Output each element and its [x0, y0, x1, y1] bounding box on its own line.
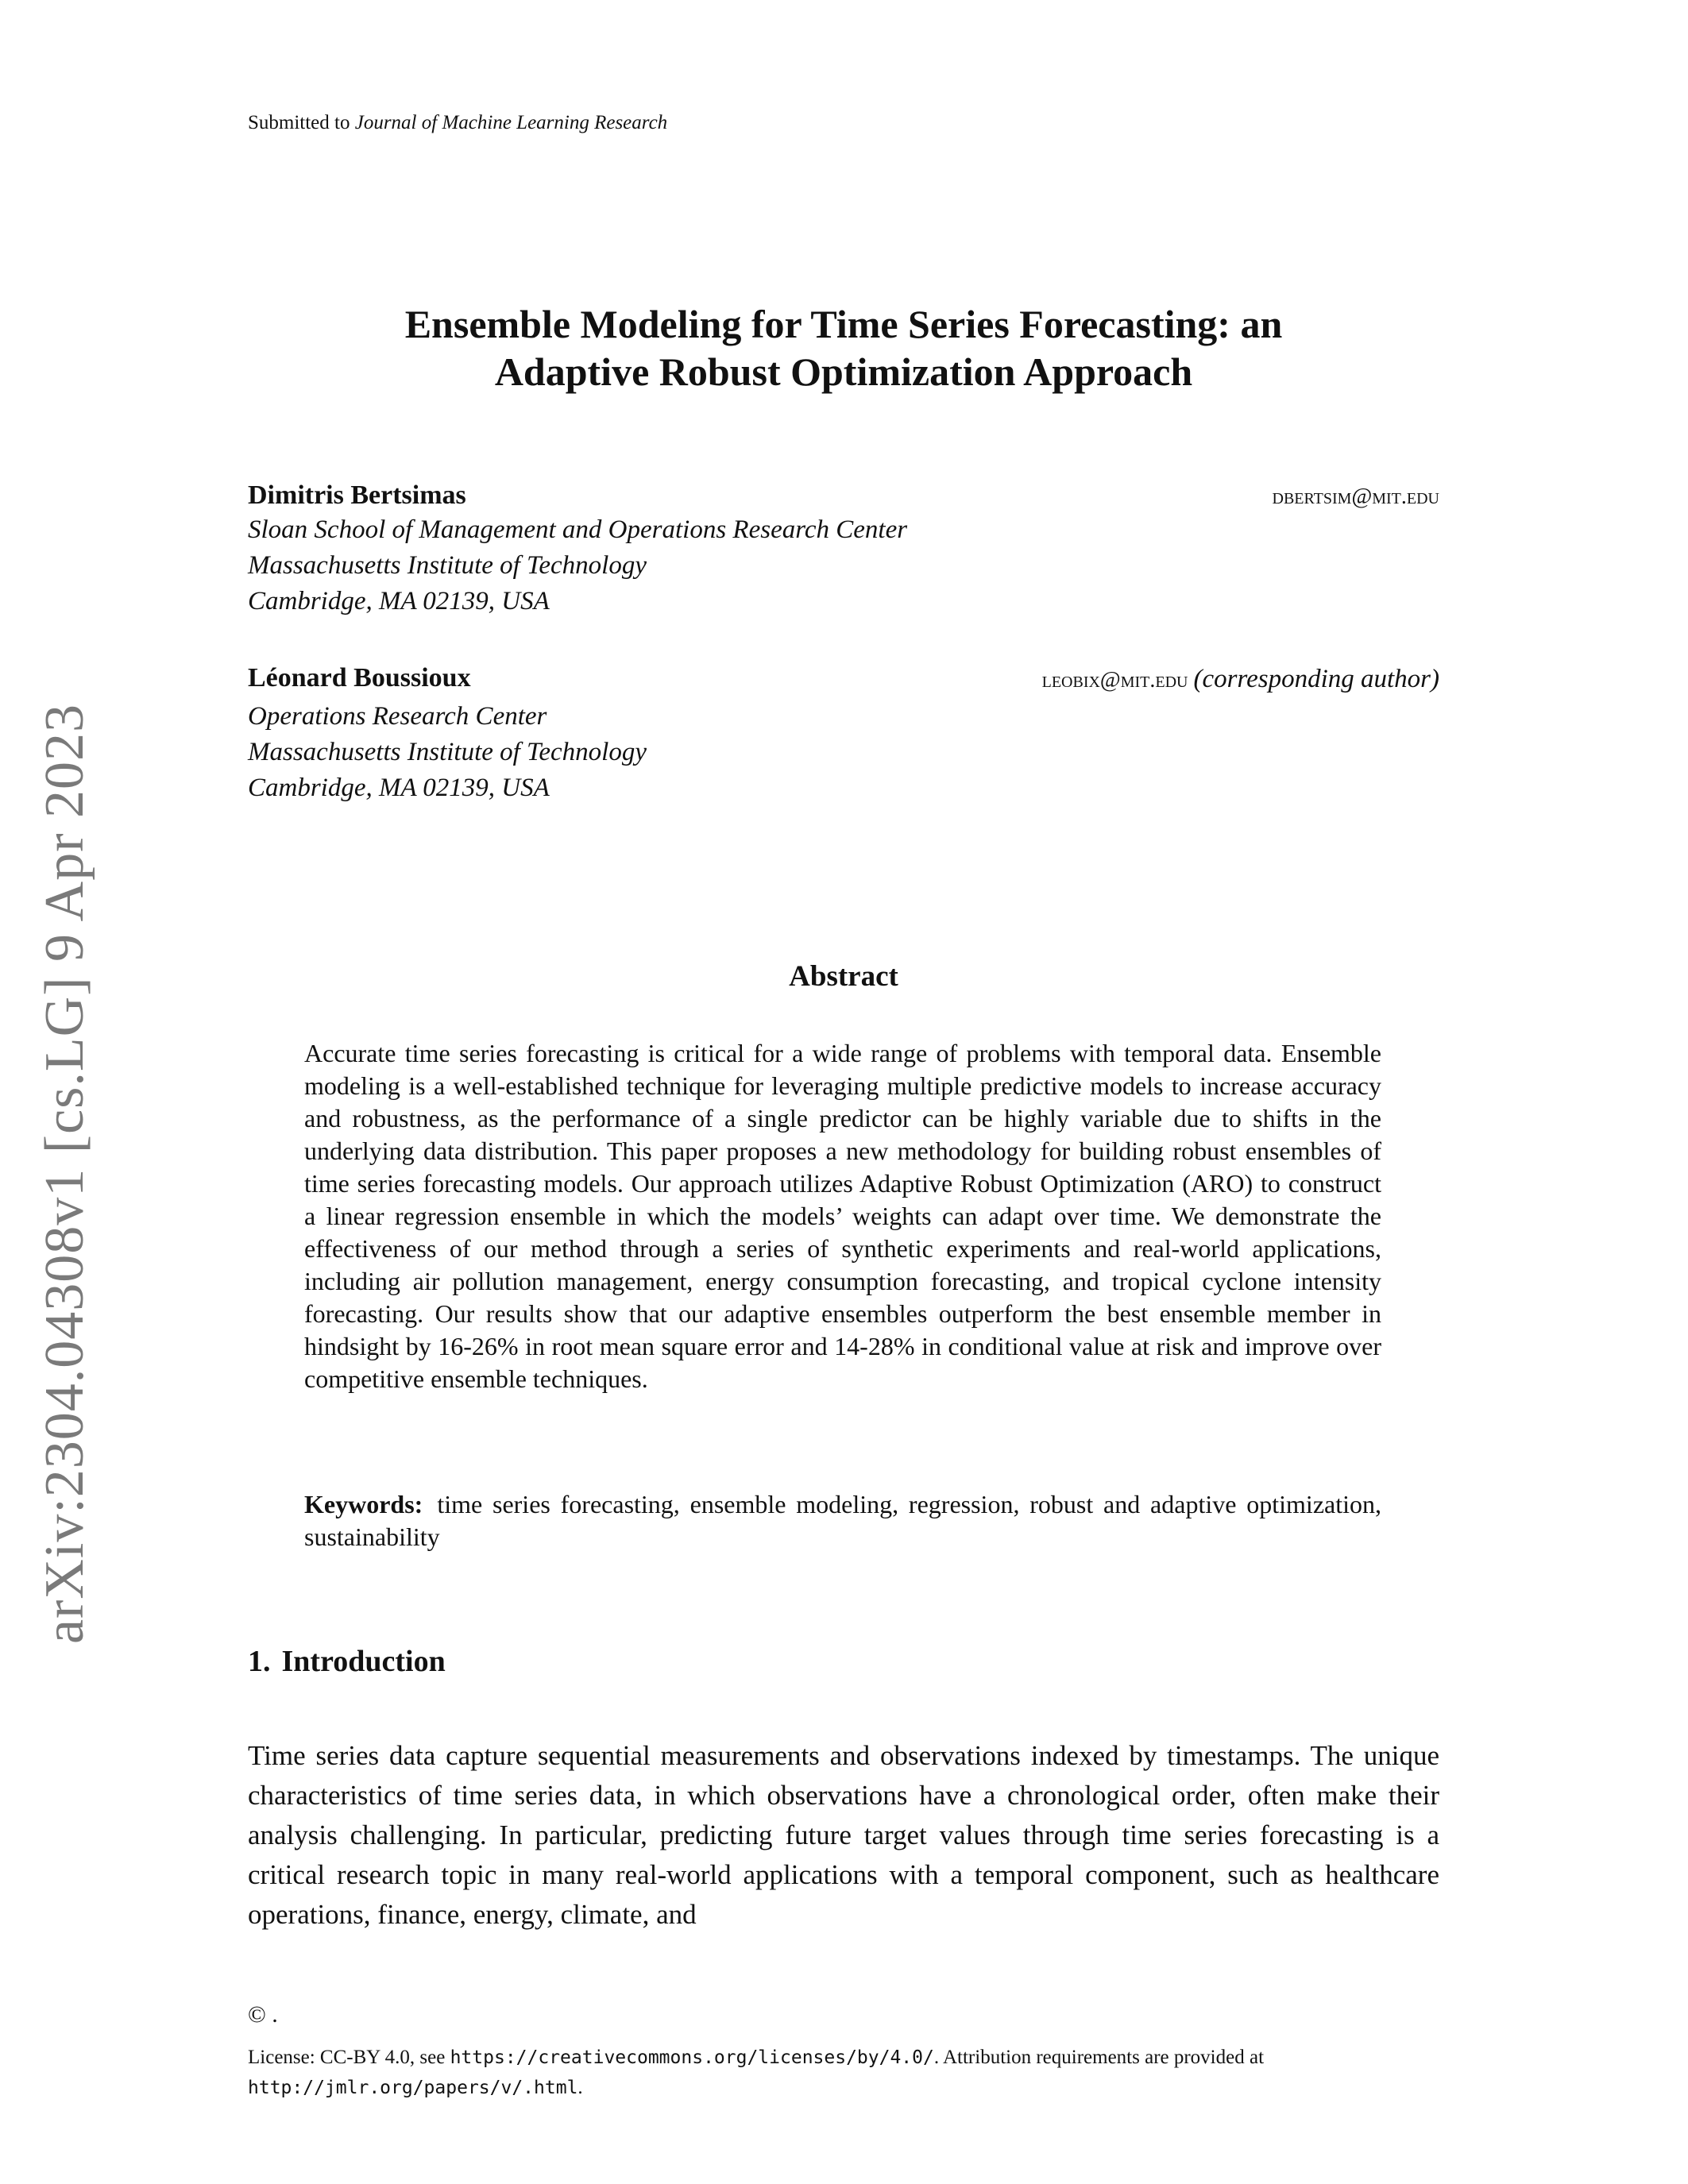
author-2-affiliation-line: Massachusetts Institute of Technology	[248, 738, 647, 766]
author-2-email-address: leobix@mit.edu	[1041, 668, 1188, 693]
author-2-affiliation-line: Cambridge, MA 02139, USA	[248, 774, 550, 802]
journal-name: Journal of Machine Learning Research	[354, 112, 668, 133]
section-title: Introduction	[281, 1645, 446, 1678]
introduction-text: Time series data capture sequential measurements and observations indexed by timestamps. The unique characteristics of time series data, in which observations have a chronological order, often make their analysis challenging. In particular, predicting future target values through time series forecasting is a critical research topic in many real-world applications with a temporal component, such as healthcare operations, finance, energy, climate, and	[248, 1740, 1439, 1930]
author-1-email	[1273, 484, 1439, 510]
copyright-notice: © .	[248, 2001, 278, 2028]
author-1-email-address: dbertsim@mit.edu	[1272, 484, 1439, 509]
author-2-email	[1042, 665, 1439, 694]
corresponding-author-note: (corresponding author)	[1193, 665, 1439, 693]
section-heading	[248, 1644, 446, 1679]
keywords-label: Keywords:	[304, 1490, 423, 1518]
author-2-name: Léonard Boussioux	[248, 663, 471, 693]
author-2-affiliation	[248, 699, 647, 806]
license-middle: . Attribution requirements are provided at	[933, 2047, 1265, 2068]
author-2-affiliation-line: Operations Research Center	[248, 702, 547, 731]
submission-note	[248, 112, 667, 134]
abstract-heading: Abstract	[789, 960, 898, 993]
license-link[interactable]: https://creativecommons.org/licenses/by/4.0/	[450, 2047, 934, 2068]
title-line-2: Adaptive Robust Optimization Approach	[494, 349, 1193, 394]
attribution-link[interactable]: http://jmlr.org/papers/v/.html	[248, 2078, 578, 2098]
license-prefix: License: CC-BY 4.0, see	[248, 2047, 450, 2068]
license-notice	[248, 2043, 1439, 2103]
keywords-text: time series forecasting, ensemble modeling, regression, robust and adaptive optimization, sustainability	[304, 1490, 1381, 1551]
author-1-affiliation-line: Cambridge, MA 02139, USA	[248, 587, 550, 615]
author-1-affiliation-line: Sloan School of Management and Operations Research Center	[248, 515, 908, 544]
section-number: 1.	[248, 1645, 271, 1678]
submission-prefix: Submitted to	[248, 112, 355, 133]
title-line-1: Ensemble Modeling for Time Series Forecasting: an	[404, 302, 1283, 346]
author-1-name: Dimitris Bertsimas	[248, 480, 466, 510]
keywords	[304, 1488, 1381, 1553]
arxiv-side-stamp: arXiv:2304.04308v1 [cs.LG] 9 Apr 2023	[34, 703, 95, 1645]
author-1-affiliation-line: Massachusetts Institute of Technology	[248, 551, 647, 580]
license-suffix: .	[577, 2077, 583, 2098]
abstract-text: Accurate time series forecasting is critical for a wide range of problems with temporal data. Ensemble modeling is a well-established technique for leveraging multiple predictive models to increase accuracy and robustness, as the performance of a single predictor can be highly variable due to shifts in the underlying data distribution. This paper proposes a new methodology for building robust ensembles of time series forecasting models. Our approach utilizes Adaptive Robust Optimization (ARO) to construct a linear regression ensemble in which the models’ weights can adapt over time. We demonstrate the effectiveness of our method through a series of synthetic experiments and real-world applications, including air pollution management, energy consumption forecasting, and tropical cyclone intensity forecasting. Our results show that our adaptive ensembles outperform the best ensemble member in hindsight by 16-26% in root mean square error and 14-28% in conditional value at risk and improve over competitive ensemble techniques.	[304, 1039, 1381, 1393]
author-1-affiliation	[248, 512, 907, 619]
paper-title	[248, 300, 1439, 396]
